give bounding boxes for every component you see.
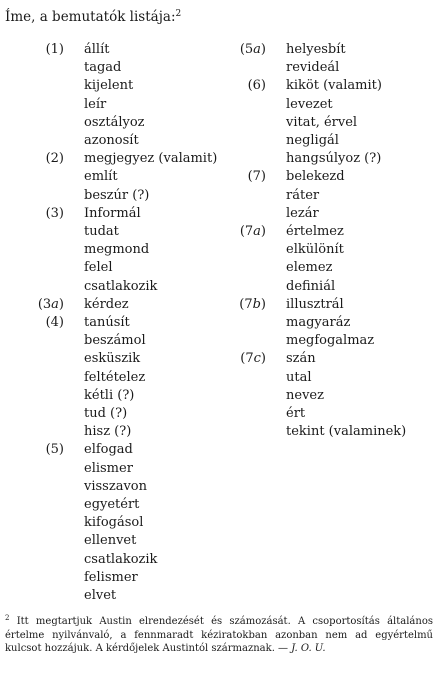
verb-entry: belekezd [286,169,345,185]
verb-entry: kérdez [84,296,129,312]
verb-list [84,150,220,205]
verb-entry: feltételez [84,369,146,385]
footnote-text: Itt megtartjuk Austin elrendezését és számozását. A csoportosítás általános értelme nyilvánvaló, a fennmaradt kéziratokban azonban nem ad egyértelmű kulcsot hozzájuk. A kérdőjelek Austintól származnak. — [5,616,433,654]
verb-entry: kiköt (valamit) [286,78,382,94]
verb-entry: illusztrál [286,296,344,312]
verb-entry: revideál [286,60,340,76]
group-number: (7b) [239,296,266,312]
entry-group [0,314,220,441]
group-number: (7a) [239,224,266,240]
group-number: (5) [45,442,64,458]
verb-entry: ellenvet [84,533,137,549]
group-number: (7c) [240,351,266,367]
verb-entry: elemez [286,260,333,276]
entry-group [0,150,220,205]
verb-entry: helyesbít [286,42,346,57]
verb-entry: hisz (?) [84,424,132,440]
verb-entry: csatlakozik [84,278,158,294]
verb-entry: megmond [84,242,150,258]
verb-list [286,77,440,168]
verb-entry: lezár [286,205,319,221]
verb-entry: osztályoz [84,114,145,130]
verb-entry: tanúsít [84,315,130,331]
group-number: (6) [247,78,266,94]
verb-entry: említ [84,169,118,185]
verb-entry: hangsúlyoz (?) [286,151,382,167]
group-number: (7) [247,169,266,185]
verb-list [84,314,220,441]
footnote [5,612,433,656]
verb-entry: egyetért [84,497,140,513]
verb-entry: elkülönít [286,242,344,258]
verb-list [84,296,220,314]
verb-entry: beszámol [84,333,146,349]
verb-entry: leír [84,96,107,112]
group-number: (2) [45,151,64,167]
verb-entry: utal [286,369,312,385]
verb-entry: vitat, érvel [286,114,358,130]
entry-group [232,223,440,296]
verb-entry: ráter [286,187,320,203]
verb-entry: elfogad [84,442,133,458]
verb-entry: megjegyez (valamit) [84,151,218,167]
verb-entry: elvet [84,588,117,604]
verb-list [84,441,220,605]
verb-list [84,205,220,296]
verb-entry: kifogásol [84,515,144,531]
entry-group [0,296,220,314]
entry-group [0,205,220,296]
entry-group [232,168,440,223]
verb-list [286,296,440,351]
verb-list [286,223,440,296]
verb-entry: negligál [286,133,339,149]
verb-entry: levezet [286,96,333,112]
verb-entry: azonosít [84,133,139,149]
verb-entry: felismer [84,569,138,585]
verb-list [286,350,440,441]
entry-group [0,441,220,605]
verb-list [84,41,220,150]
verb-entry: magyaráz [286,315,351,331]
verb-list [286,168,440,223]
entry-group [232,77,440,168]
verb-entry: szán [286,351,316,367]
verb-entry: visszavon [84,478,147,494]
entry-group [232,296,440,351]
verb-entry: tagad [84,60,122,76]
group-number: (3) [45,205,64,221]
group-number: (4) [45,315,64,331]
verb-entry: állít [84,42,110,57]
verb-entry: tekint (valaminek) [286,424,407,440]
group-number: (5a) [239,42,266,57]
verb-entry: tud (?) [84,406,128,422]
verb-entry: felel [84,260,113,276]
right-column [232,41,440,441]
entry-group [0,41,220,150]
verb-entry: kijelent [84,78,134,94]
footnote-signature: J. O. U. [291,643,326,654]
intro-line [5,5,181,26]
footnote-reference: 2 [175,9,182,19]
entry-group [232,41,440,77]
verb-entry: csatlakozik [84,551,158,567]
verb-entry: ért [286,406,306,422]
verb-entry: beszúr (?) [84,187,150,203]
verb-entry: esküszik [84,351,141,367]
verb-entry: nevez [286,387,324,403]
verb-entry: definiál [286,278,336,294]
verb-entry: elismer [84,460,133,476]
group-number: (1) [45,42,64,57]
verb-entry: tudat [84,224,119,240]
group-number: (3a) [37,296,64,312]
intro-text: Íme, a bemutatók listája: [5,9,176,25]
left-column [0,41,220,605]
verb-entry: értelmez [286,224,344,240]
footnote-marker: 2 [5,614,10,622]
verb-entry: megfogalmaz [286,333,375,349]
verb-entry: kétli (?) [84,387,135,403]
entry-group [232,350,440,441]
verb-entry: Informál [84,205,141,221]
verb-list [286,41,440,77]
